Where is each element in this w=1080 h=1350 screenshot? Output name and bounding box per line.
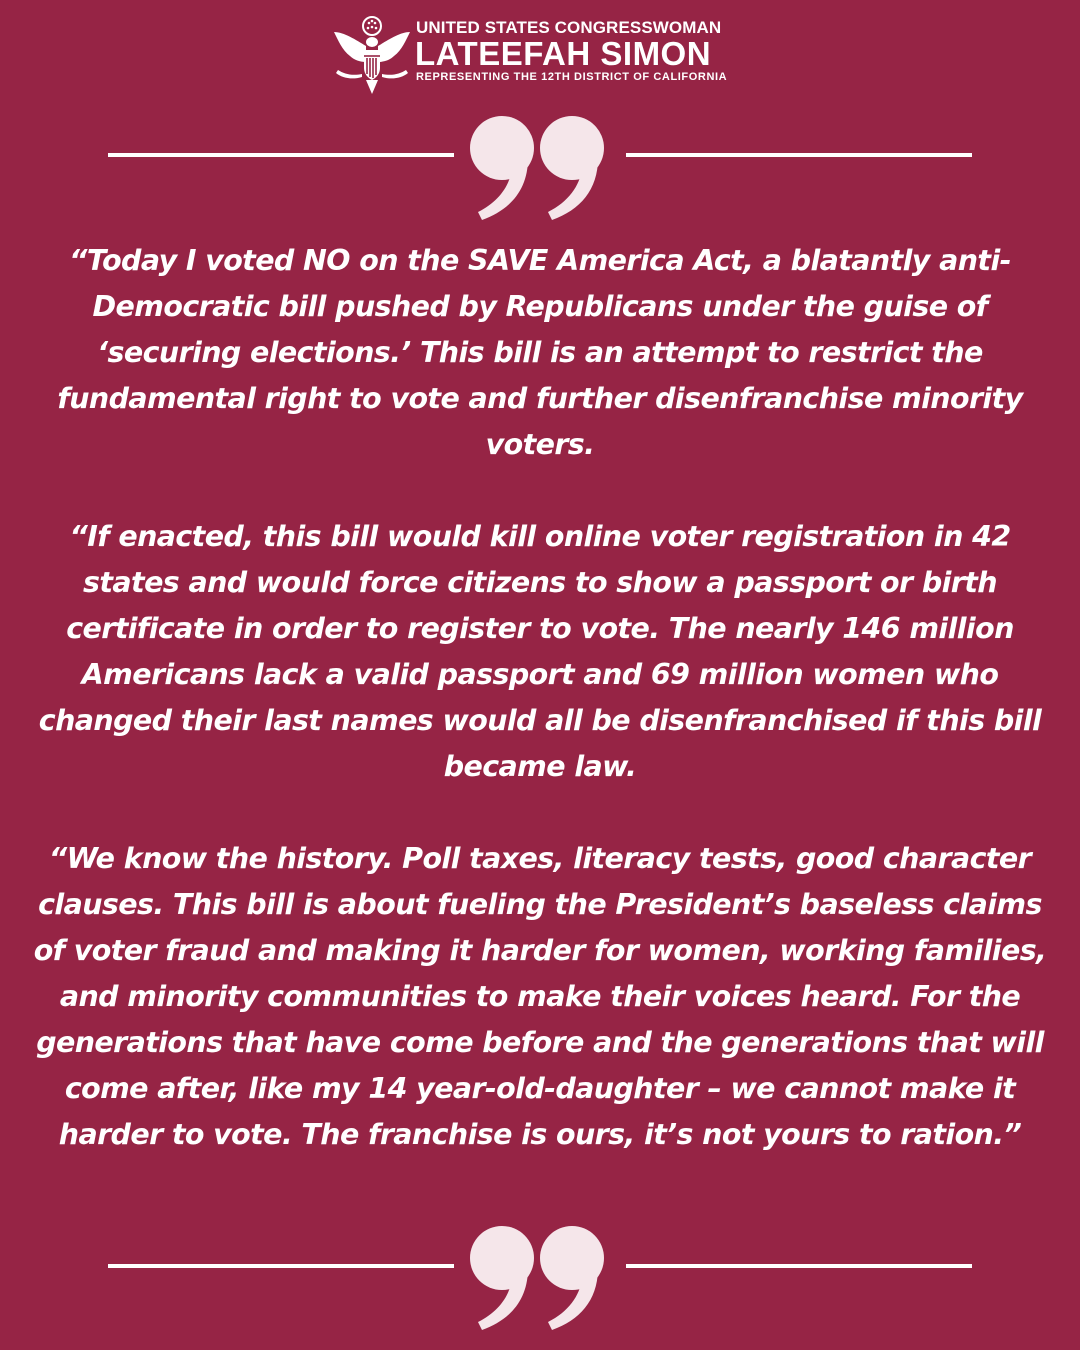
district-line: REPRESENTING THE 12TH DISTRICT OF CALIFORNIA — [416, 71, 728, 83]
divider-rule-left — [108, 1264, 454, 1268]
great-seal-eagle-icon — [328, 10, 416, 98]
closing-quote-icon — [466, 1222, 612, 1332]
divider-rule-left — [108, 153, 454, 157]
header-logo — [328, 8, 768, 100]
statement-paragraph: “If enacted, this bill would kill online voter registration in 42 states and would force citizens to show a passport or birth certificate in order to register to vote. The nearly 146 million Americans lack a valid passport and 69 million women who changed their last names would all be disenfranchised if this bill became law. — [38, 520, 1042, 783]
closing-quote-icon — [466, 112, 612, 222]
divider-rule-right — [626, 153, 972, 157]
divider-rule-right — [626, 1264, 972, 1268]
top-quote-divider — [0, 112, 1080, 222]
header-title-line: UNITED STATES CONGRESSWOMAN — [416, 18, 722, 37]
statement-paragraph: “Today I voted NO on the SAVE America Act, a blatantly anti-Democratic bill pushed by Republicans under the guise of ‘securing elections.’ This bill is an attempt to restrict the fundamental right to vote and further disenfranchise minority voters. — [57, 244, 1023, 461]
congresswoman-name: LATEEFAH SIMON — [415, 35, 712, 72]
press-statement — [30, 238, 1050, 1158]
statement-paragraph: “We know the history. Poll taxes, literacy tests, good character clauses. This bill is about fueling the President’s baseless claims of voter fraud and making it harder for women, working families, and minority communities to make their voices heard. For the generations that have come before and the generations that will come after, like my 14 year-old-daughter – we cannot make it harder to vote. The franchise is ours, it’s not yours to ration.” — [33, 842, 1047, 1151]
bottom-quote-divider — [0, 1222, 1080, 1332]
